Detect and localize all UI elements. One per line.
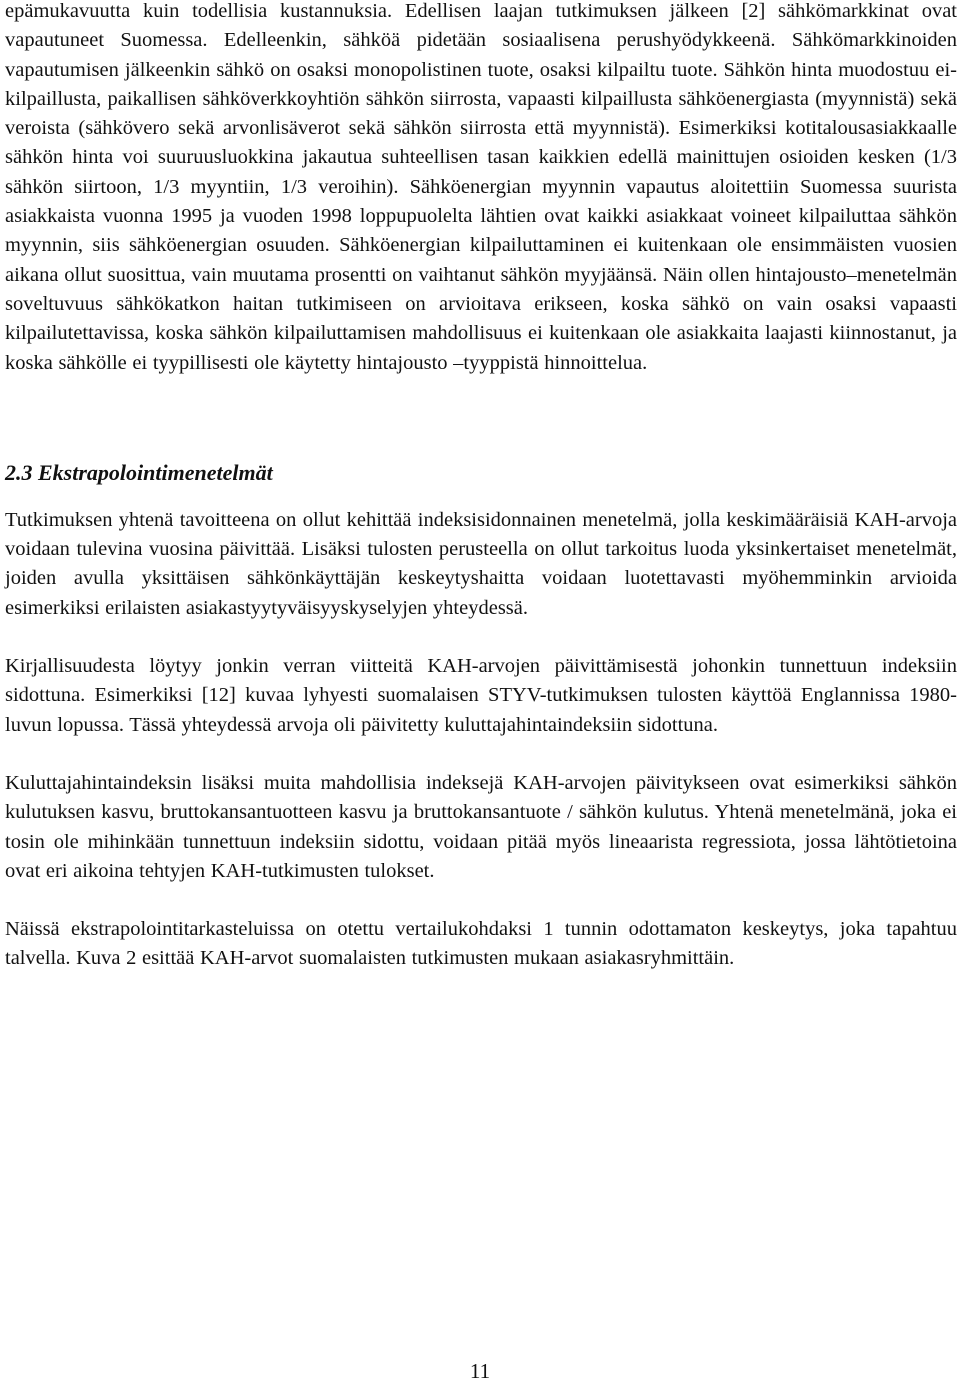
body-paragraph: Kirjallisuudesta löytyy jonkin verran viitteitä KAH-arvojen päivittämisestä johonkin tunnettuun indeksiin sidottuna. Esimerkiksi [12] kuvaa lyhyesti suomalaisen STYV-tutkimuksen tulosten käyttöä Englannissa 1980-luvun lopussa. Tässä yhteydessä arvoja oli päivitetty kuluttajahintaindeksiin sidottuna. <box>5 655 957 736</box>
page-number: 11 <box>469 1359 491 1383</box>
body-paragraph: Tutkimuksen yhtenä tavoitteena on ollut kehittää indeksisidonnainen menetelmä, jolla keskimääräisiä KAH-arvoja voidaan tulevina vuosina päivittää. Lisäksi tulosten perusteella on ollut tarkoitus luoda yksinkertaiset menetelmät, joiden avulla yksittäisen sähkönkäyttäjän keskeytyshaitta voidaan luotettavasti myöhemminkin arvioida esimerkiksi erilaisten asiakastyytyväisyyskyselyjen yhteydessä. <box>5 508 957 619</box>
body-paragraph: epämukavuutta kuin todellisia kustannuksia. Edellisen laajan tutkimuksen jälkeen [2] sähkömarkkinat ovat vapautuneet Suomessa. Edelleenkin, sähköä pidetään sosiaalisena perushyödykkeenä. Sähkömarkkinoiden vapautumisen jälkeenkin sähkö on osaksi monopolistinen tuote, osaksi kilpailtu tuote. Sähkön hinta muodostuu ei-kilpaillusta, paikallisen sähköverkkoyhtiön sähkön siirrosta, vapaasti kilpaillusta sähköenergiasta (myynnistä) sekä veroista (sähkövero sekä arvonlisäverot sekä sähkön siirrosta että myynnistä). Esimerkiksi kotitalousasiakkaalle sähkön hinta voi suuruusluokkina jakautua suhteellisen tasan kaikkien edellä mainittujen osioiden kesken (1/3 sähkön siirtoon, 1/3 myyntiin, 1/3 veroihin). Sähköenergian myynnin vapautus aloitettiin Suomessa suurista asiakkaista vuonna 1995 ja vuoden 1998 loppupuolelta lähtien ovat kaikki asiakkaat voineet kilpailuttaa sähkön myynnin, siis sähköenergian osuuden. Sähköenergian kilpailuttaminen ei kuitenkaan ole ensimmäisten vuosien aikana ollut suosittua, vain muutama prosentti on vaihtanut sähkön myyjäänsä. Näin ollen hintajousto–menetelmän soveltuvuus sähkökatkon haitan tutkimiseen on arvioitava erikseen, koska sähkö on vain osaksi vapaasti kilpailutettavissa, koska sähkön kilpailuttamisen mahdollisuus ei kuitenkaan ole asiakkaita laajasti kiinnostanut, ja koska sähkölle ei tyypillisesti ole käytetty hintajousto –tyyppistä hinnoittelua. <box>5 0 957 374</box>
section-heading: 2.3 Ekstrapolointimenetelmät <box>5 459 273 485</box>
body-paragraph: Kuluttajahintaindeksin lisäksi muita mahdollisia indeksejä KAH-arvojen päivitykseen ovat esimerkiksi sähkön kulutuksen kasvu, bruttokansantuotteen kasvu ja bruttokansantuote / sähkön kulutus. Yhtenä menetelmänä, joka ei tosin ole mihinkään tunnettuun indeksiin sidottu, voidaan pitää myös lineaarista regressiota, jossa lähtötietoina ovat eri aikoina tehtyjen KAH-tutkimusten tulokset. <box>5 771 957 882</box>
document-page <box>5 0 957 974</box>
body-paragraph: Näissä ekstrapolointitarkasteluissa on otettu vertailukohdaksi 1 tunnin odottamaton keskeytys, joka tapahtuu talvella. Kuva 2 esittää KAH-arvot suomalaisten tutkimusten mukaan asiakasryhmittäin. <box>5 918 957 970</box>
